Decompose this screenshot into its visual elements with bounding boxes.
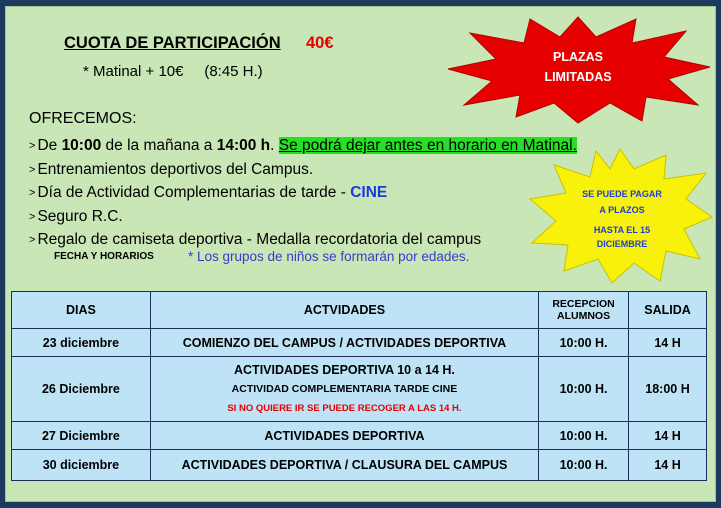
cell-salida: 14 H: [629, 450, 707, 481]
flyer-panel: [5, 6, 716, 502]
plazos-line4: DICIEMBRE: [596, 239, 648, 249]
matinal-price: * Matinal + 10€ (8:45 H.): [83, 63, 263, 80]
offer-item-training: [29, 159, 577, 183]
plazos-line1: SE PUEDE PAGAR: [582, 189, 662, 199]
table-row: [12, 329, 707, 357]
cell-actividad-sub: ACTIVIDAD COMPLEMENTARIA TARDE CINE: [231, 382, 458, 395]
bullet-arrow-icon: >: [29, 210, 36, 223]
table-row: [12, 422, 707, 450]
header-recepcion: [539, 292, 629, 329]
header-recepcion-line1: RECEPCION: [552, 298, 615, 310]
cell-actividad: ACTIVIDADES DEPORTIVA / CLAUSURA DEL CAMPUS: [150, 450, 538, 481]
offer-text: de la mañana a: [101, 137, 217, 154]
cell-dia: 23 diciembre: [12, 329, 151, 357]
cell-salida: 18:00 H: [629, 357, 707, 422]
offer-list: [29, 135, 577, 253]
offer-text: .: [270, 137, 279, 154]
plazos-line3: HASTA EL 15: [593, 225, 651, 235]
table-header-row: [12, 292, 707, 329]
header-recepcion-line2: ALUMNOS: [557, 310, 611, 322]
bullet-arrow-icon: >: [29, 187, 36, 199]
table-row: [12, 357, 707, 422]
cell-actividad-note: SI NO QUIERE IR SE PUEDE RECOGER A LAS 14 H.: [227, 402, 462, 414]
ofrecemos-heading: OFRECEMOS:: [29, 110, 137, 127]
cell-recepcion: 10:00 H.: [539, 450, 629, 481]
cell-actividad: [150, 357, 538, 422]
bullet-arrow-icon: >: [29, 163, 36, 176]
cell-dia: 26 Diciembre: [12, 357, 151, 422]
offer-text: Entrenamientos deportivos del Campus.: [37, 160, 314, 178]
cell-recepcion: 10:00 H.: [539, 329, 629, 357]
offer-text: Regalo de camiseta deportiva - Medalla recordatoria del campus: [37, 231, 482, 248]
offer-highlight: Se podrá dejar antes en horario en Matinal.: [278, 137, 577, 154]
offer-text: De: [37, 137, 62, 154]
header-salida: SALIDA: [629, 292, 707, 329]
header-actividades: ACTVIDADES: [150, 292, 538, 329]
cell-actividad-main: ACTIVIDADES DEPORTIVA 10 a 14 H.: [234, 362, 455, 377]
offer-cine: CINE: [350, 184, 388, 201]
offer-text: Día de Actividad Complementarias de tarde -: [37, 184, 351, 201]
cell-actividad: ACTIVIDADES DEPORTIVA: [150, 422, 538, 450]
fecha-note: * Los grupos de niños se formarán por edades.: [188, 249, 470, 264]
cell-salida: 14 H: [629, 329, 707, 357]
cell-recepcion: 10:00 H.: [539, 422, 629, 450]
cuota-price: 40€: [306, 34, 334, 52]
bullet-arrow-icon: >: [29, 234, 36, 246]
fecha-label: FECHA Y HORARIOS: [54, 251, 154, 262]
plazos-line2: A PLAZOS: [599, 205, 645, 215]
offer-time-start: 10:00: [61, 137, 102, 154]
offer-item-cine: [29, 182, 577, 206]
plazas-line1: PLAZAS: [553, 50, 603, 64]
cell-recepcion: 10:00 H.: [539, 357, 629, 422]
offer-item-insurance: [29, 206, 577, 230]
pago-plazos-burst: [526, 147, 714, 285]
offer-item-schedule: [29, 135, 577, 159]
plazas-line2: LIMITADAS: [544, 70, 612, 84]
schedule-table: [11, 291, 707, 481]
cell-salida: 14 H: [629, 422, 707, 450]
header-dias: DIAS: [12, 292, 151, 329]
bullet-arrow-icon: >: [29, 140, 36, 152]
table-row: [12, 450, 707, 481]
cuota-title: CUOTA DE PARTICIPACIÓN: [64, 34, 281, 52]
offer-text: Seguro R.C.: [37, 207, 123, 225]
offer-time-end: 14:00 h: [216, 137, 271, 154]
cell-dia: 30 diciembre: [12, 450, 151, 481]
cell-dia: 27 Diciembre: [12, 422, 151, 450]
plazas-limitadas-burst: [442, 13, 714, 125]
cell-actividad: COMIENZO DEL CAMPUS / ACTIVIDADES DEPORTIVA: [150, 329, 538, 357]
